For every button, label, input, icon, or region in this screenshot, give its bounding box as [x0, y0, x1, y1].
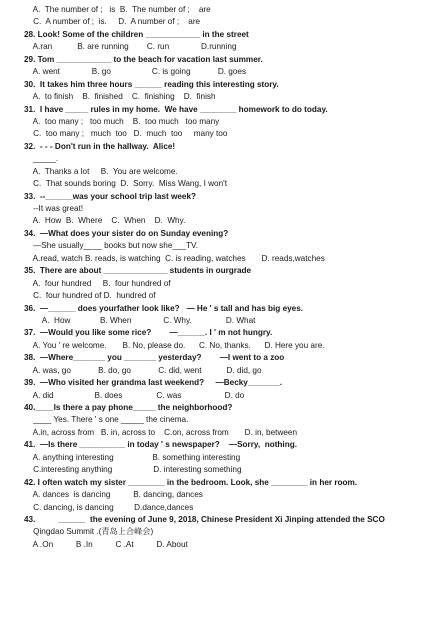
- question-line: 41. —Is there __________ in today ' s newspaper? —Sorry, nothing.: [24, 440, 297, 450]
- question-line: 43. ______ the evening of June 9, 2018, Chinese President Xi Jinping attended the SCO: [24, 514, 385, 524]
- option-line: A. to finish B. finished C. finishing D. finish: [24, 92, 216, 102]
- option-line: Qingdao Summit .(青岛上合峰会): [24, 527, 154, 537]
- question-line: 32. - - - Don't run in the hallway. Alice!: [24, 141, 176, 151]
- option-line: A.ran B. are running C. run D.running: [24, 42, 237, 52]
- option-line: C. four hundred of D. hundred of: [24, 291, 156, 301]
- option-line: ____ Yes. There ' s one _____ the cinema.: [24, 415, 189, 425]
- question-line: 28. Look! Some of the children ____________ in the street: [24, 29, 249, 39]
- question-line: 37. —Would you like some rice? —______. I ' m not hungry.: [24, 328, 273, 338]
- question-line: 35. There are about ______________ students in ourgrade: [24, 266, 252, 276]
- option-line: A. anything interesting B. something interesting: [24, 452, 241, 462]
- option-line: A. How B. Where C. When D. Why.: [24, 216, 186, 226]
- option-line: _____.: [24, 154, 59, 164]
- question-line: 38. —Where_______ you _______ yesterday? —I went to a zoo: [24, 353, 285, 363]
- option-line: A.read, watch B. reads, is watching C. is reading, watches D. reads,watches: [24, 253, 325, 263]
- question-line: 29. Tom ____________ to the beach for vacation last summer.: [24, 54, 263, 64]
- option-line: A .On B .In C .At D. About: [24, 539, 188, 549]
- option-line: --It was great!: [24, 204, 84, 213]
- option-line: A. four hundred B. four hundred of: [24, 278, 171, 288]
- question-line: 33. --______was your school trip last week?: [24, 191, 197, 201]
- option-line: C.interesting anything D. interesting something: [24, 465, 242, 475]
- question-line: 36. —______ does yourfather look like? — He ' s tall and has big eyes.: [24, 303, 304, 313]
- question-line: 39. —Who visited her grandma last weekend? —Becky_______.: [24, 378, 283, 388]
- option-line: C. too many ; much too D. much too many too: [24, 129, 228, 139]
- option-line: C. That sounds boring D. Sorry. Miss Wang, I won't: [24, 179, 227, 189]
- option-line: A. did B. does C. was D. do: [24, 390, 245, 400]
- option-line: A. was, go B. do, go C. did, went D. did, go: [24, 365, 262, 375]
- question-line: 30. It takes him three hours ______ reading this interesting story.: [24, 79, 279, 89]
- option-line: A. You ' re welcome. B. No, please do. C. No, thanks. D. Here you are.: [24, 340, 325, 350]
- option-line: A. How B. When C. Why. D. What: [24, 315, 256, 325]
- option-line: A. Thanks a lot B. You are welcome.: [24, 166, 178, 176]
- option-line: A. The number of ; is B. The number of ; are: [24, 5, 211, 14]
- option-line: A. too many ; too much B. too much too many: [24, 116, 220, 126]
- question-line: 34. —What does your sister do on Sunday evening?: [24, 228, 229, 238]
- question-line: 31. I have _____ rules in my home. We have ________ homework to do today.: [24, 104, 328, 114]
- question-line: 40.____Is there a pay phone_____ the neighborhood?: [24, 403, 233, 412]
- option-line: —She usually____ books but now she___TV.: [24, 241, 199, 251]
- option-line: C. A number of ; is. D. A number of ; are: [24, 17, 201, 27]
- question-line: 42. I often watch my sister ________ in the bedroom. Look, she ________ in her room.: [24, 477, 358, 487]
- option-line: A. dances is dancing B. dancing, dances: [24, 490, 203, 500]
- option-line: C. dancing, is dancing D.dance,dances: [24, 502, 194, 512]
- option-line: A.in, across from B. in, across to C.on, across from D. in, between: [24, 427, 298, 437]
- option-line: A. went B. go C. is going D. goes: [24, 67, 247, 77]
